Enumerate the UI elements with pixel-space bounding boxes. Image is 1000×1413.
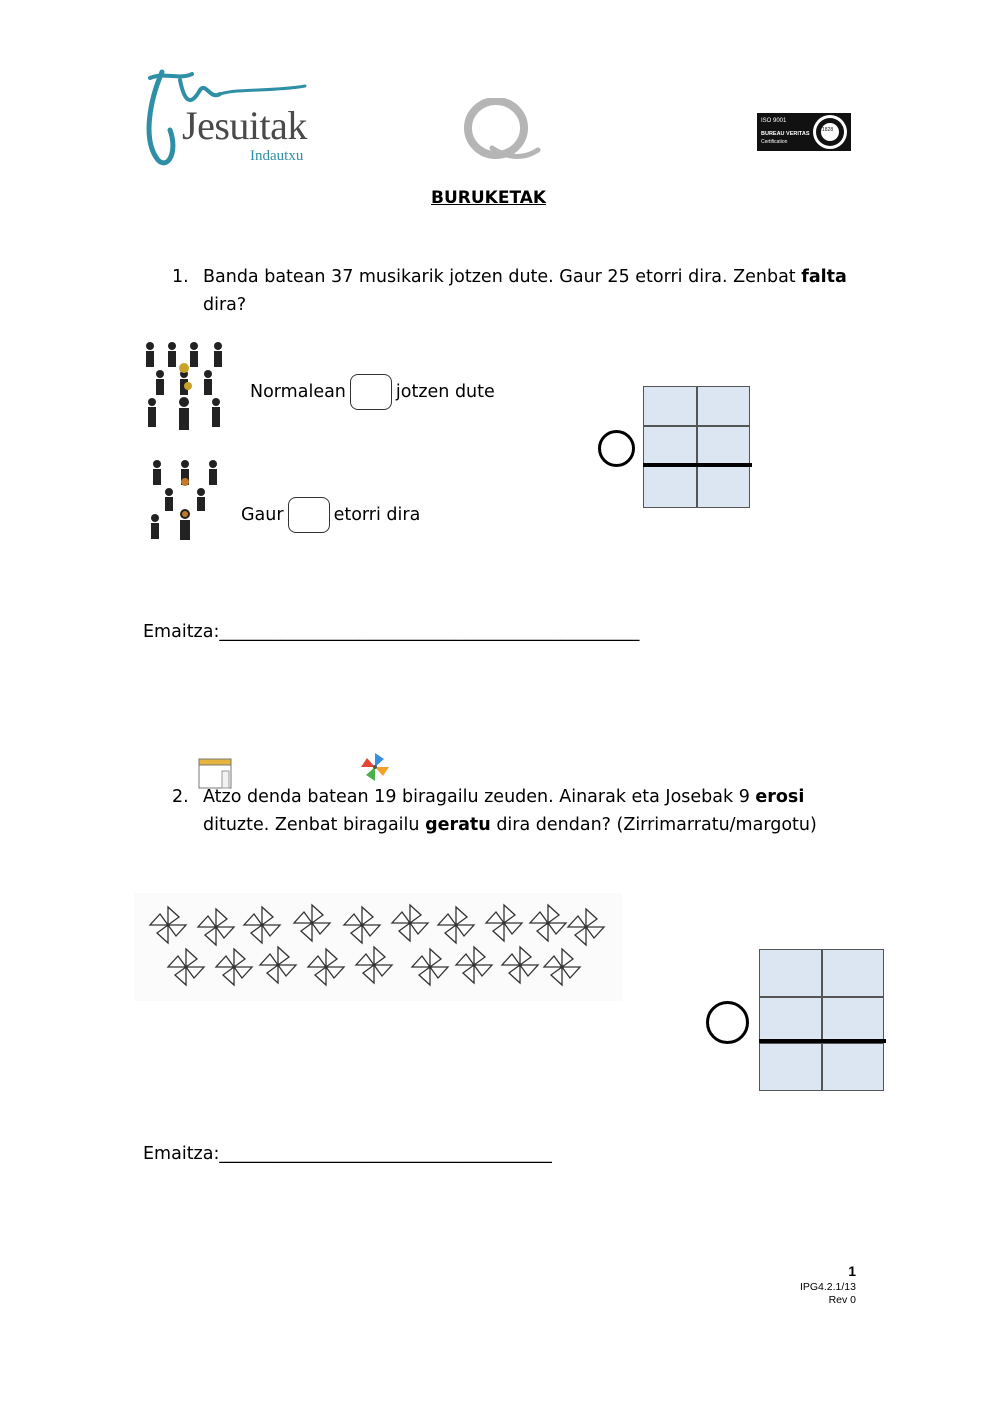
grid-1-units-top[interactable] [697,386,750,426]
band-illustration-full [140,340,230,432]
cert-iso-text: ISO 9001 [761,118,787,124]
line-1-after: jotzen dute [395,382,495,402]
logo-subtitle: Indautxu [250,148,304,164]
pinwheels-icon [134,893,622,1001]
problem-2-bold-2: geratu [425,815,491,835]
problem-1-text [203,263,847,319]
problem-1-answer[interactable]: Emaitza:________________________________________________ [143,622,640,642]
problem-1-line-1 [250,374,495,410]
problem-1-number: 1. [172,267,189,287]
line-2-after: etorri dira [333,505,421,525]
grid-2-tens-result[interactable] [759,1043,822,1091]
grid-1-units-result[interactable] [697,466,750,508]
grid-2-units-mid[interactable] [822,997,884,1043]
problem-2-answer[interactable]: Emaitza:______________________________________ [143,1144,552,1164]
grid-2-units-result[interactable] [822,1043,884,1091]
iso-certification-badge [757,113,851,151]
grid-1-units-mid[interactable] [697,426,750,466]
line-2-before: Gaur [241,505,284,525]
problem-2-text-b: dituzte. Zenbat biragailu [203,815,426,835]
grid-2-units-top[interactable] [822,949,884,997]
grid-1-result-line [643,463,752,467]
logo-text: Jesuitak [182,103,307,148]
grid-1-tens-mid[interactable] [643,426,697,466]
operator-circle-1[interactable] [598,430,635,467]
pinwheels-illustration[interactable] [134,893,622,1001]
page-title: BURUKETAK [431,188,547,208]
problem-2-bold-1: erosi [755,787,805,807]
musicians-small-icon [145,458,225,540]
operator-circle-2[interactable] [706,1001,749,1044]
pinwheel-color-icon [358,750,392,784]
document-code: IPG4.2.1/13 [799,1281,856,1293]
problem-1-text-b: dira? [203,295,247,315]
grid-2-result-line [759,1039,886,1043]
problem-1-line-2 [241,497,420,533]
grid-2-tens-top[interactable] [759,949,822,997]
subtraction-grid-1 [643,386,750,508]
musicians-total-input[interactable] [350,374,392,410]
cert-org-text: BUREAU VERITAS [761,131,810,137]
page-footer [736,1263,856,1306]
problem-1-bold: falta [801,267,847,287]
problem-1-text-a: Banda batean 37 musikarik jotzen dute. Gaur 25 etorri dira. Zenbat [203,267,802,287]
problem-2-text-c: dira dendan? (Zirrimarratu/margotu) [490,815,817,835]
quality-q-icon [462,98,542,162]
problem-2-number: 2. [172,787,189,807]
cert-seal-icon [813,115,847,149]
musicians-icon [140,340,230,432]
cert-year-text: 1828 [822,127,834,133]
problem-2-text-a: Atzo denda batean 19 biragailu zeuden. Ainarak eta Josebak 9 [203,787,756,807]
grid-1-tens-top[interactable] [643,386,697,426]
problem-2-text [203,783,817,839]
cert-sub-text: Certification [761,139,788,145]
document-revision: Rev 0 [828,1294,856,1306]
grid-2-tens-mid[interactable] [759,997,822,1043]
line-1-before: Normalean [250,382,346,402]
page-number: 1 [848,1263,856,1279]
band-illustration-today [145,458,225,540]
musicians-today-input[interactable] [288,497,330,533]
quality-q-logo [462,98,542,162]
grid-1-tens-result[interactable] [643,466,697,508]
jesuitak-logo [140,60,315,170]
subtraction-grid-2 [759,949,884,1091]
